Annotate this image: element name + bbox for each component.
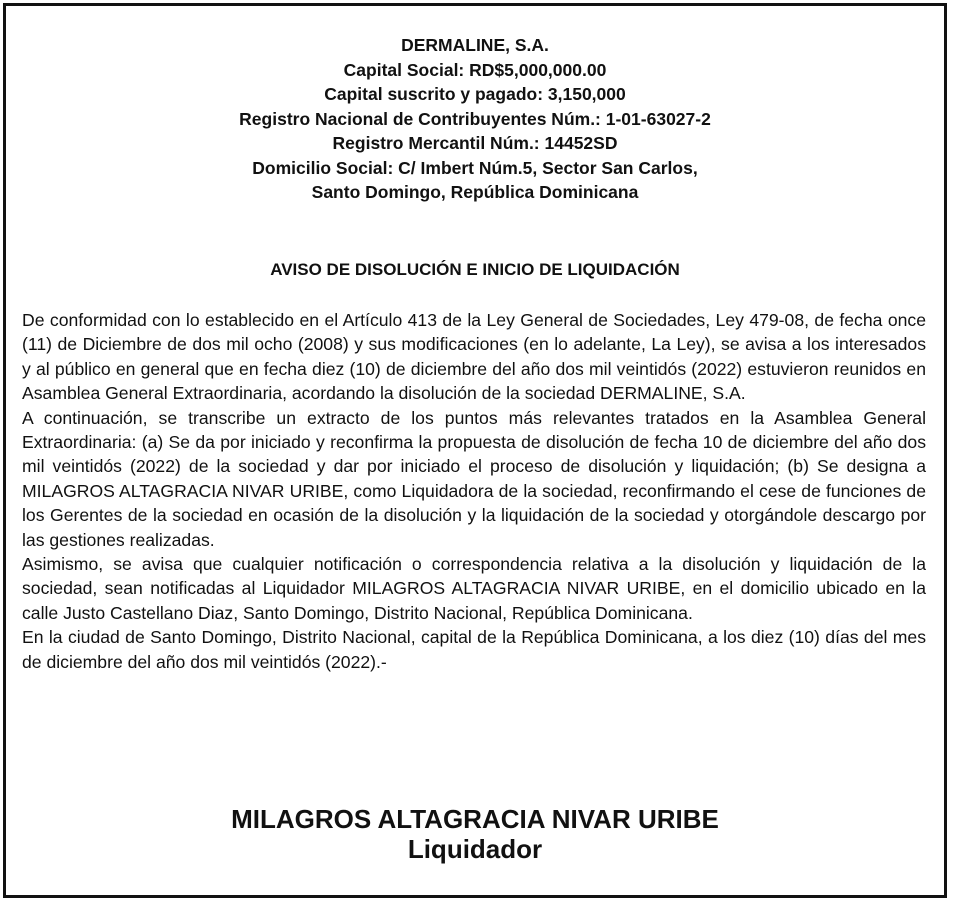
notice-body — [22, 308, 926, 674]
domicilio-line-2: Santo Domingo, República Dominicana — [311, 182, 639, 202]
capital-suscrito: Capital suscrito y pagado: 3,150,000 — [324, 84, 626, 104]
notice-title: AVISO DE DISOLUCIÓN E INICIO DE LIQUIDACIÓN — [270, 260, 680, 279]
paragraph-notificacion: Asimismo, se avisa que cualquier notificación o correspondencia relativa a la disolución y liquidación de la sociedad, sean notificadas al Liquidador MILAGROS ALTAGRACIA NIVAR URIBE, en el domicilio ubicado en la calle Justo Castellano Diaz, Santo Domingo, Distrito Nacional, República Dominicana. — [22, 554, 926, 623]
registro-mercantil: Registro Mercantil Núm.: 14452SD — [332, 133, 618, 153]
company-name: DERMALINE, S.A. — [401, 35, 549, 55]
paragraph-extracto: A continuación, se transcribe un extracto de los puntos más relevantes tratados en la Asamblea General Extraordinaria: (a) Se da por iniciado y reconfirma la propuesta de disolución de fecha 10 de diciembre del año dos mil veintidós (2022) de la sociedad y dar por iniciado el proceso de disolución y liquidación; (b) Se designa a MILAGROS ALTAGRACIA NIVAR URIBE, como Liquidadora de la sociedad, reconfirmando el cese de funciones de los Gerentes de la sociedad en ocasión de la disolución y la liquidación de la sociedad y otorgándole descargo por las gestiones realizadas. — [22, 407, 926, 550]
signatory-name: MILAGROS ALTAGRACIA NIVAR URIBE — [231, 804, 719, 834]
rnc-number: Registro Nacional de Contribuyentes Núm.: 1-01-63027-2 — [239, 108, 711, 129]
capital-social: Capital Social: RD$5,000,000.00 — [343, 59, 607, 80]
company-header — [6, 33, 944, 205]
domicilio-line-1: Domicilio Social: C/ Imbert Núm.5, Sector San Carlos, — [252, 157, 698, 178]
notice-frame — [3, 3, 947, 898]
signature-block — [6, 804, 944, 864]
signatory-role: Liquidador — [407, 834, 543, 864]
paragraph-disolucion: De conformidad con lo establecido en el Artículo 413 de la Ley General de Sociedades, Ley 479-08, de fecha once (11) de Diciembre de dos mil ocho (2008) y sus modificaciones (en lo adelante, La Ley), se avisa a los interesados y al público en general que en fecha diez (10) de diciembre del año dos mil veintidós (2022) estuvieron reunidos en Asamblea General Extraordinaria, acordando la disolución de la sociedad DERMALINE, S.A. — [22, 310, 926, 404]
paragraph-fecha: En la ciudad de Santo Domingo, Distrito Nacional, capital de la República Dominicana, a los diez (10) días del mes de diciembre del año dos mil veintidós (2022).- — [22, 627, 926, 672]
